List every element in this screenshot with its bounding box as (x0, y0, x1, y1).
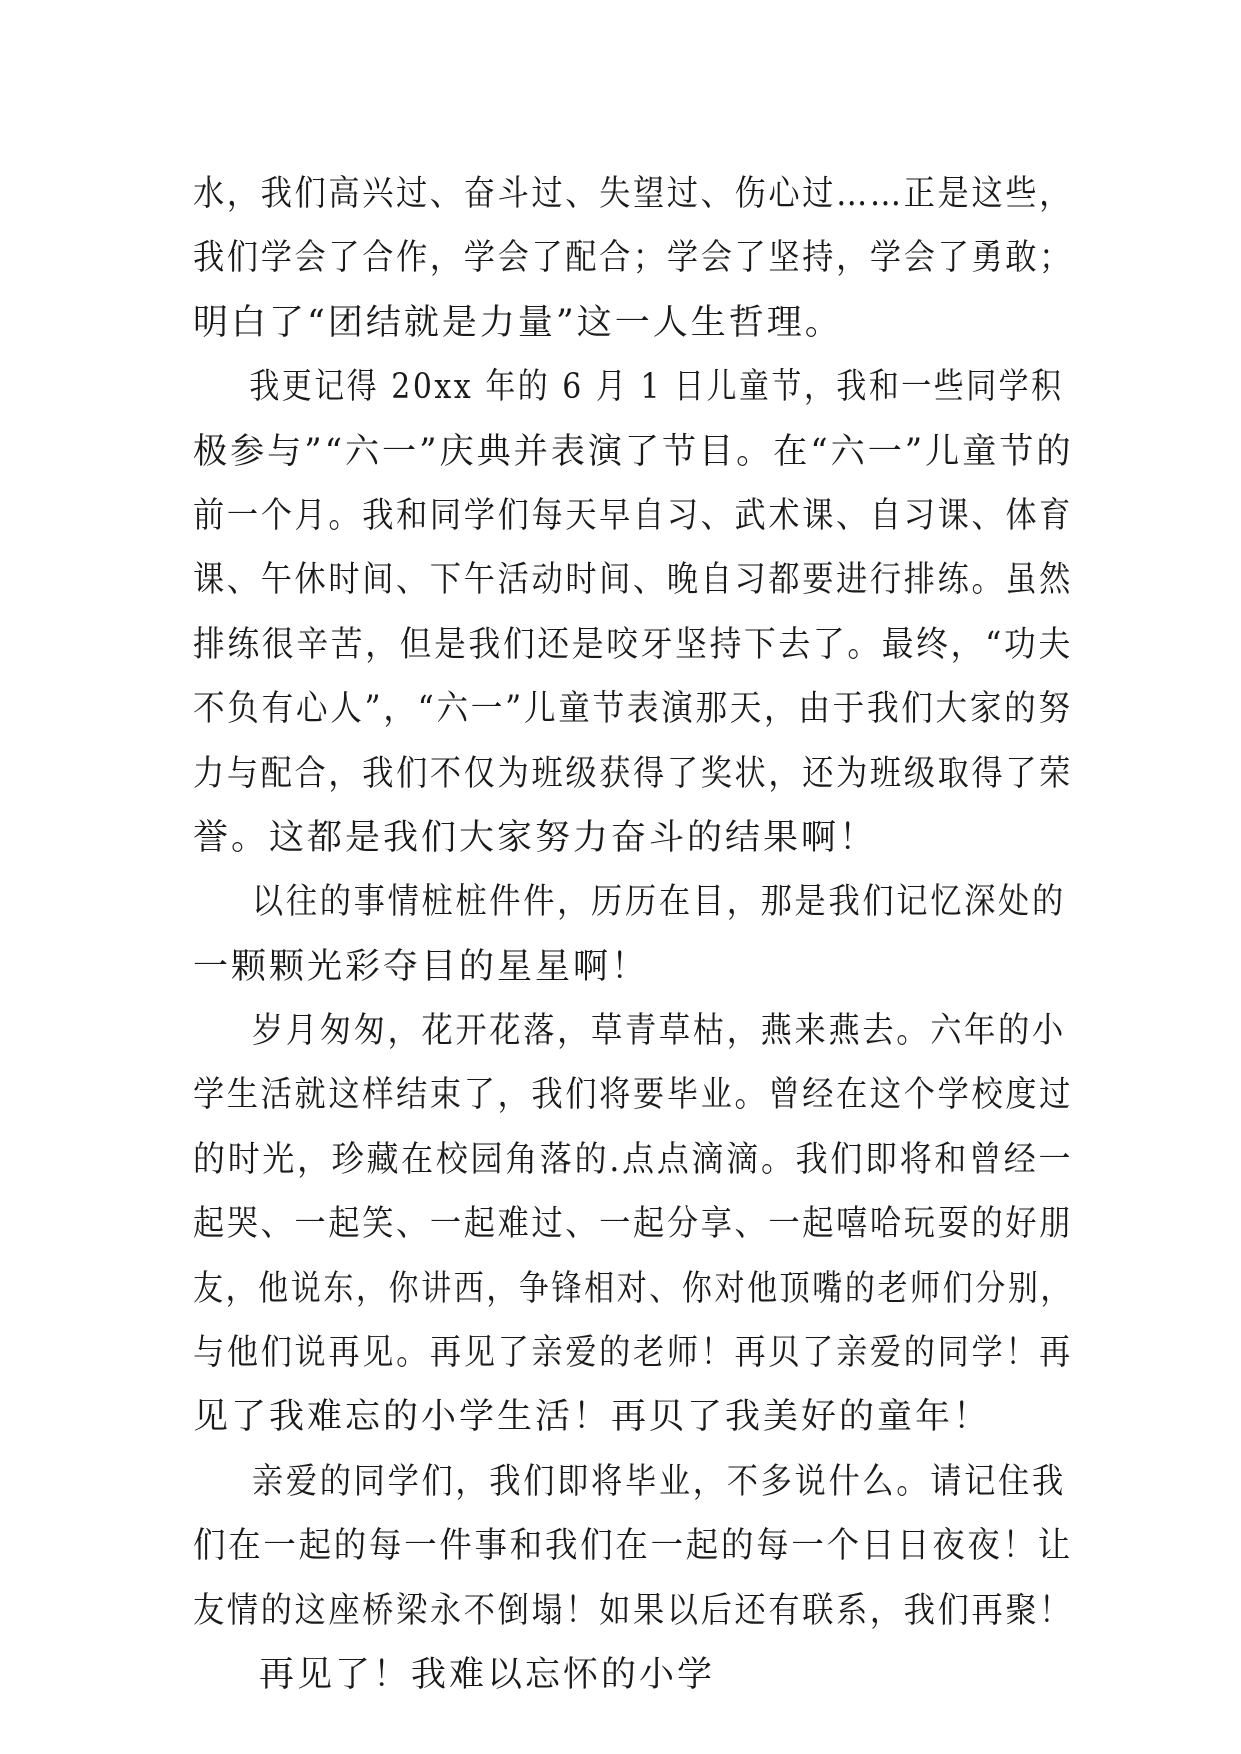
document-body (193, 162, 1073, 1707)
text-line: 极参与”“六一”庆典并表演了节目。在“六一”儿童节的 (193, 431, 1074, 472)
text-line: 学生活就这样结束了，我们将要毕业。曾经在这个学校度过 (193, 1075, 1074, 1116)
text-line: 课、午休时间、下午活动时间、晚自习都要进行排练。虽然 (193, 560, 1074, 601)
text-line: 再见了！我难以忘怀的小学 (259, 1654, 716, 1695)
text-line: 的时光，珍藏在校园角落的.点点滴滴。我们即将和曾经一 (193, 1139, 1074, 1180)
text-line: 我更记得 20xx 年的 6 月 1 日儿童节，我和一些同学积 (249, 367, 1064, 408)
text-line: 与他们说再见。再见了亲爱的老师！再贝了亲爱的同学！再 (193, 1333, 1074, 1374)
text-line: 誉。这都是我们大家努力奋斗的结果啊！ (193, 817, 878, 858)
text-line: 前一个月。我和同学们每天早自习、武术课、自习课、体育 (193, 495, 1074, 536)
text-line: 水，我们高兴过、奋斗过、失望过、伤心过……正是这些， (193, 174, 1074, 214)
text-line: 亲爱的同学们，我们即将毕业，不多说什么。请记住我 (251, 1461, 1066, 1502)
text-line: 我们学会了合作，学会了配合；学会了坚持，学会了勇敢； (193, 238, 1074, 279)
text-line: 起哭、一起笑、一起难过、一起分享、一起嘻哈玩耍的好朋 (193, 1204, 1074, 1245)
text-line: 力与配合，我们不仅为班级获得了奖状，还为班级取得了荣 (193, 753, 1074, 794)
text-line: 们在一起的每一件事和我们在一起的每一个日日夜夜！让 (193, 1526, 1073, 1567)
text-line: 友，他说东，你讲西，争锋相对、你对他顶嘴的老师们分别， (193, 1268, 1074, 1309)
text-line: 不负有心人”，“六一”儿童节表演那天，由于我们大家的努 (193, 689, 1073, 730)
text-line: 明白了“团结就是力量”这一人生哲理。 (193, 302, 843, 343)
text-line: 排练很辛苦，但是我们还是咬牙坚持下去了。最终，“功夫 (193, 624, 1073, 665)
text-line: 一颗颗光彩夺目的星星啊！ (193, 946, 650, 987)
text-line: 岁月匆匆，花开花落，草青草枯，燕来燕去。六年的小 (251, 1011, 1066, 1052)
text-line: 见了我难忘的小学生活！再贝了我美好的童年！ (193, 1397, 992, 1438)
text-line: 友情的这座桥梁永不倒塌！如果以后还有联系，我们再聚！ (193, 1590, 1074, 1631)
text-line: 以往的事情桩桩件件，历历在目，那是我们记忆深处的 (251, 882, 1066, 923)
